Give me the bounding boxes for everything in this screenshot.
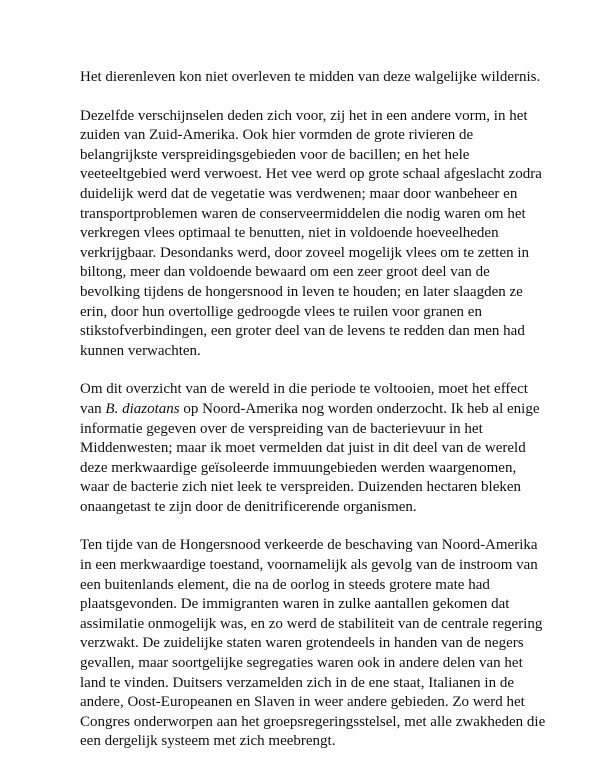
paragraph-2: Dezelfde verschijnselen deden zich voor, zij het in een andere vorm, in het zuiden van Zuid-Amerika. Ook hier vormden de grote rivieren de belangrijkste verspreidingsgebieden voor de bacillen; en het hele veeteeltgebied werd verwoest. Het vee werd op grote schaal afgeslacht zodra duidelijk werd dat de vegetatie was verdwenen; maar door wanbeheer en transportproblemen waren de conserveermiddelen die nodig waren om het verkregen vlees optimaal te benutten, niet in voldoende hoeveelheden verkrijgbaar. Desondanks werd, door zoveel mogelijk vlees om te zetten in biltong, meer dan voldoende bewaard om een zeer groot deel van de bevolking tijdens de hongersnood in leven te houden; en later slaagden ze erin, door hun overtollige gedroogde vlees te ruilen voor granen en stikstofverbindingen, een groter deel van de levens te redden dan men had kunnen verwachten. (80, 107, 542, 359)
paragraph-3-text-before: Om dit overzicht van de wereld in die periode te voltooien, moet het effect van (80, 381, 528, 417)
paragraph-4: Ten tijde van de Hongersnood verkeerde de beschaving van Noord-Amerika in een merkwaardige toestand, voornamelijk als gevolg van de instroom van een buitenlands element, die na de oorlog in steeds grotere mate had plaatsgevonden. De immigranten waren in zulke aantallen gekomen dat assimilatie onmogelijk was, en zo werd de stabiliteit van de centrale regering verzwakt. De zuidelijke staten waren grotendeels in handen van de negers gevallen, maar soortgelijke segregaties waren ook in andere delen van het land te vinden. Duitsers verzamelden zich in de ene staat, Italianen in de andere, Oost-Europeanen en Slaven in weer andere gebieden. Zo werd het Congres onderworpen aan het groepsregeringsstelsel, met alle zwakheden die een dergelijk systeem met zich meebrengt. (80, 537, 546, 750)
species-name-italic: B. diazotans (105, 400, 180, 417)
paragraph-3-text-after: op Noord-Amerika nog worden onderzocht. Ik heb al enige informatie gegeven over de verspreiding van de bacterievuur in het Middenwesten; maar ik moet vermelden dat juist in dit deel van de wereld deze merkwaardige geïsoleerde immuungebieden werden waargenomen, waar de bacterie zich niet leek te verspreiden. Duizenden hectaren bleken onaangetast te zijn door de denitrificerende organismen. (80, 400, 540, 515)
document-page (80, 68, 546, 771)
paragraph-1: Het dierenleven kon niet overleven te midden van deze walgelijke wildernis. (80, 69, 541, 85)
paragraph-3 (80, 380, 546, 517)
